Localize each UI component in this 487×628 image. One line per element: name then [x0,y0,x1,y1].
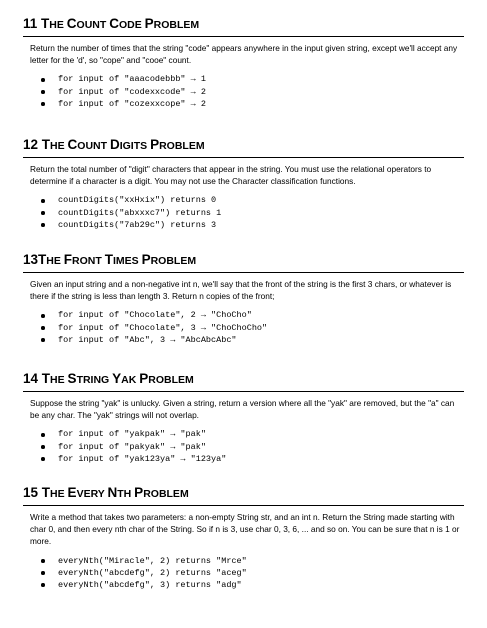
list-item: countDigits("7ab29c") returns 3 [40,219,464,231]
list-item: everyNth("abcdefg", 3) returns "adg" [40,579,464,591]
problem-11 [23,12,464,133]
problem-description: Return the number of times that the string "code" appears anywhere in the input given string, except we'll accept any letter for the 'd', so "cope" and "cooe" count. [30,43,458,66]
problem-14 [23,367,464,481]
example-list [23,73,464,109]
list-item: everyNth("Miracle", 2) returns "Mrce" [40,555,464,567]
list-item: countDigits("xxHxix") returns 0 [40,194,464,206]
problem-description: Write a method that takes two parameters: a non-empty String str, and an int n. Return the String made starting with char 0, and then every nth char of the String. So if n is 3, use char 0, 3, 6, ... and so on. You can be sure that n is 1 or more. [30,512,460,547]
problem-heading: 13THE FRONT TIMES PROBLEM [23,248,464,273]
list-item: for input of "aaacodebbb" → 1 [40,73,464,85]
example-list [23,428,464,464]
problem-heading: 15 THE EVERY NTH PROBLEM [23,481,464,506]
problem-heading: 12 THE COUNT DIGITS PROBLEM [23,133,464,158]
list-item: for input of "Chocolate", 3 → "ChoChoCho" [40,322,464,334]
list-item: for input of "yak123ya" → "123ya" [40,453,464,465]
example-list [23,555,464,591]
list-item: for input of "Abc", 3 → "AbcAbcAbc" [40,334,464,346]
example-list [23,194,464,230]
list-item: for input of "pakyak" → "pak" [40,441,464,453]
list-item: for input of "cozexxcope" → 2 [40,98,464,110]
list-item: for input of "Chocolate", 2 → "ChoCho" [40,309,464,321]
problem-heading: 14 THE STRING YAK PROBLEM [23,367,464,392]
problem-12 [23,133,464,248]
problem-13 [23,248,464,367]
problem-heading: 11 THE COUNT CODE PROBLEM [23,12,464,37]
list-item: everyNth("abcdefg", 2) returns "aceg" [40,567,464,579]
problem-15 [23,481,464,591]
list-item: for input of "codexxcode" → 2 [40,86,464,98]
example-list [23,309,464,345]
problem-description: Return the total number of "digit" characters that appear in the string. You must use the relational operators to determine if a character is a digit. You may not use the Character classification functions. [30,164,432,187]
problem-description: Given an input string and a non-negative int n, we'll say that the front of the string is the first 3 chars, or whatever is there if the string is less than length 3. Return n copies of the front; [30,279,452,302]
problem-description: Suppose the string "yak" is unlucky. Given a string, return a version where all the "yak" are removed, but the "a" can be any char. The "yak" strings will not overlap. [30,398,455,421]
list-item: countDigits("abxxxc7") returns 1 [40,207,464,219]
list-item: for input of "yakpak" → "pak" [40,428,464,440]
document-page [23,12,464,591]
